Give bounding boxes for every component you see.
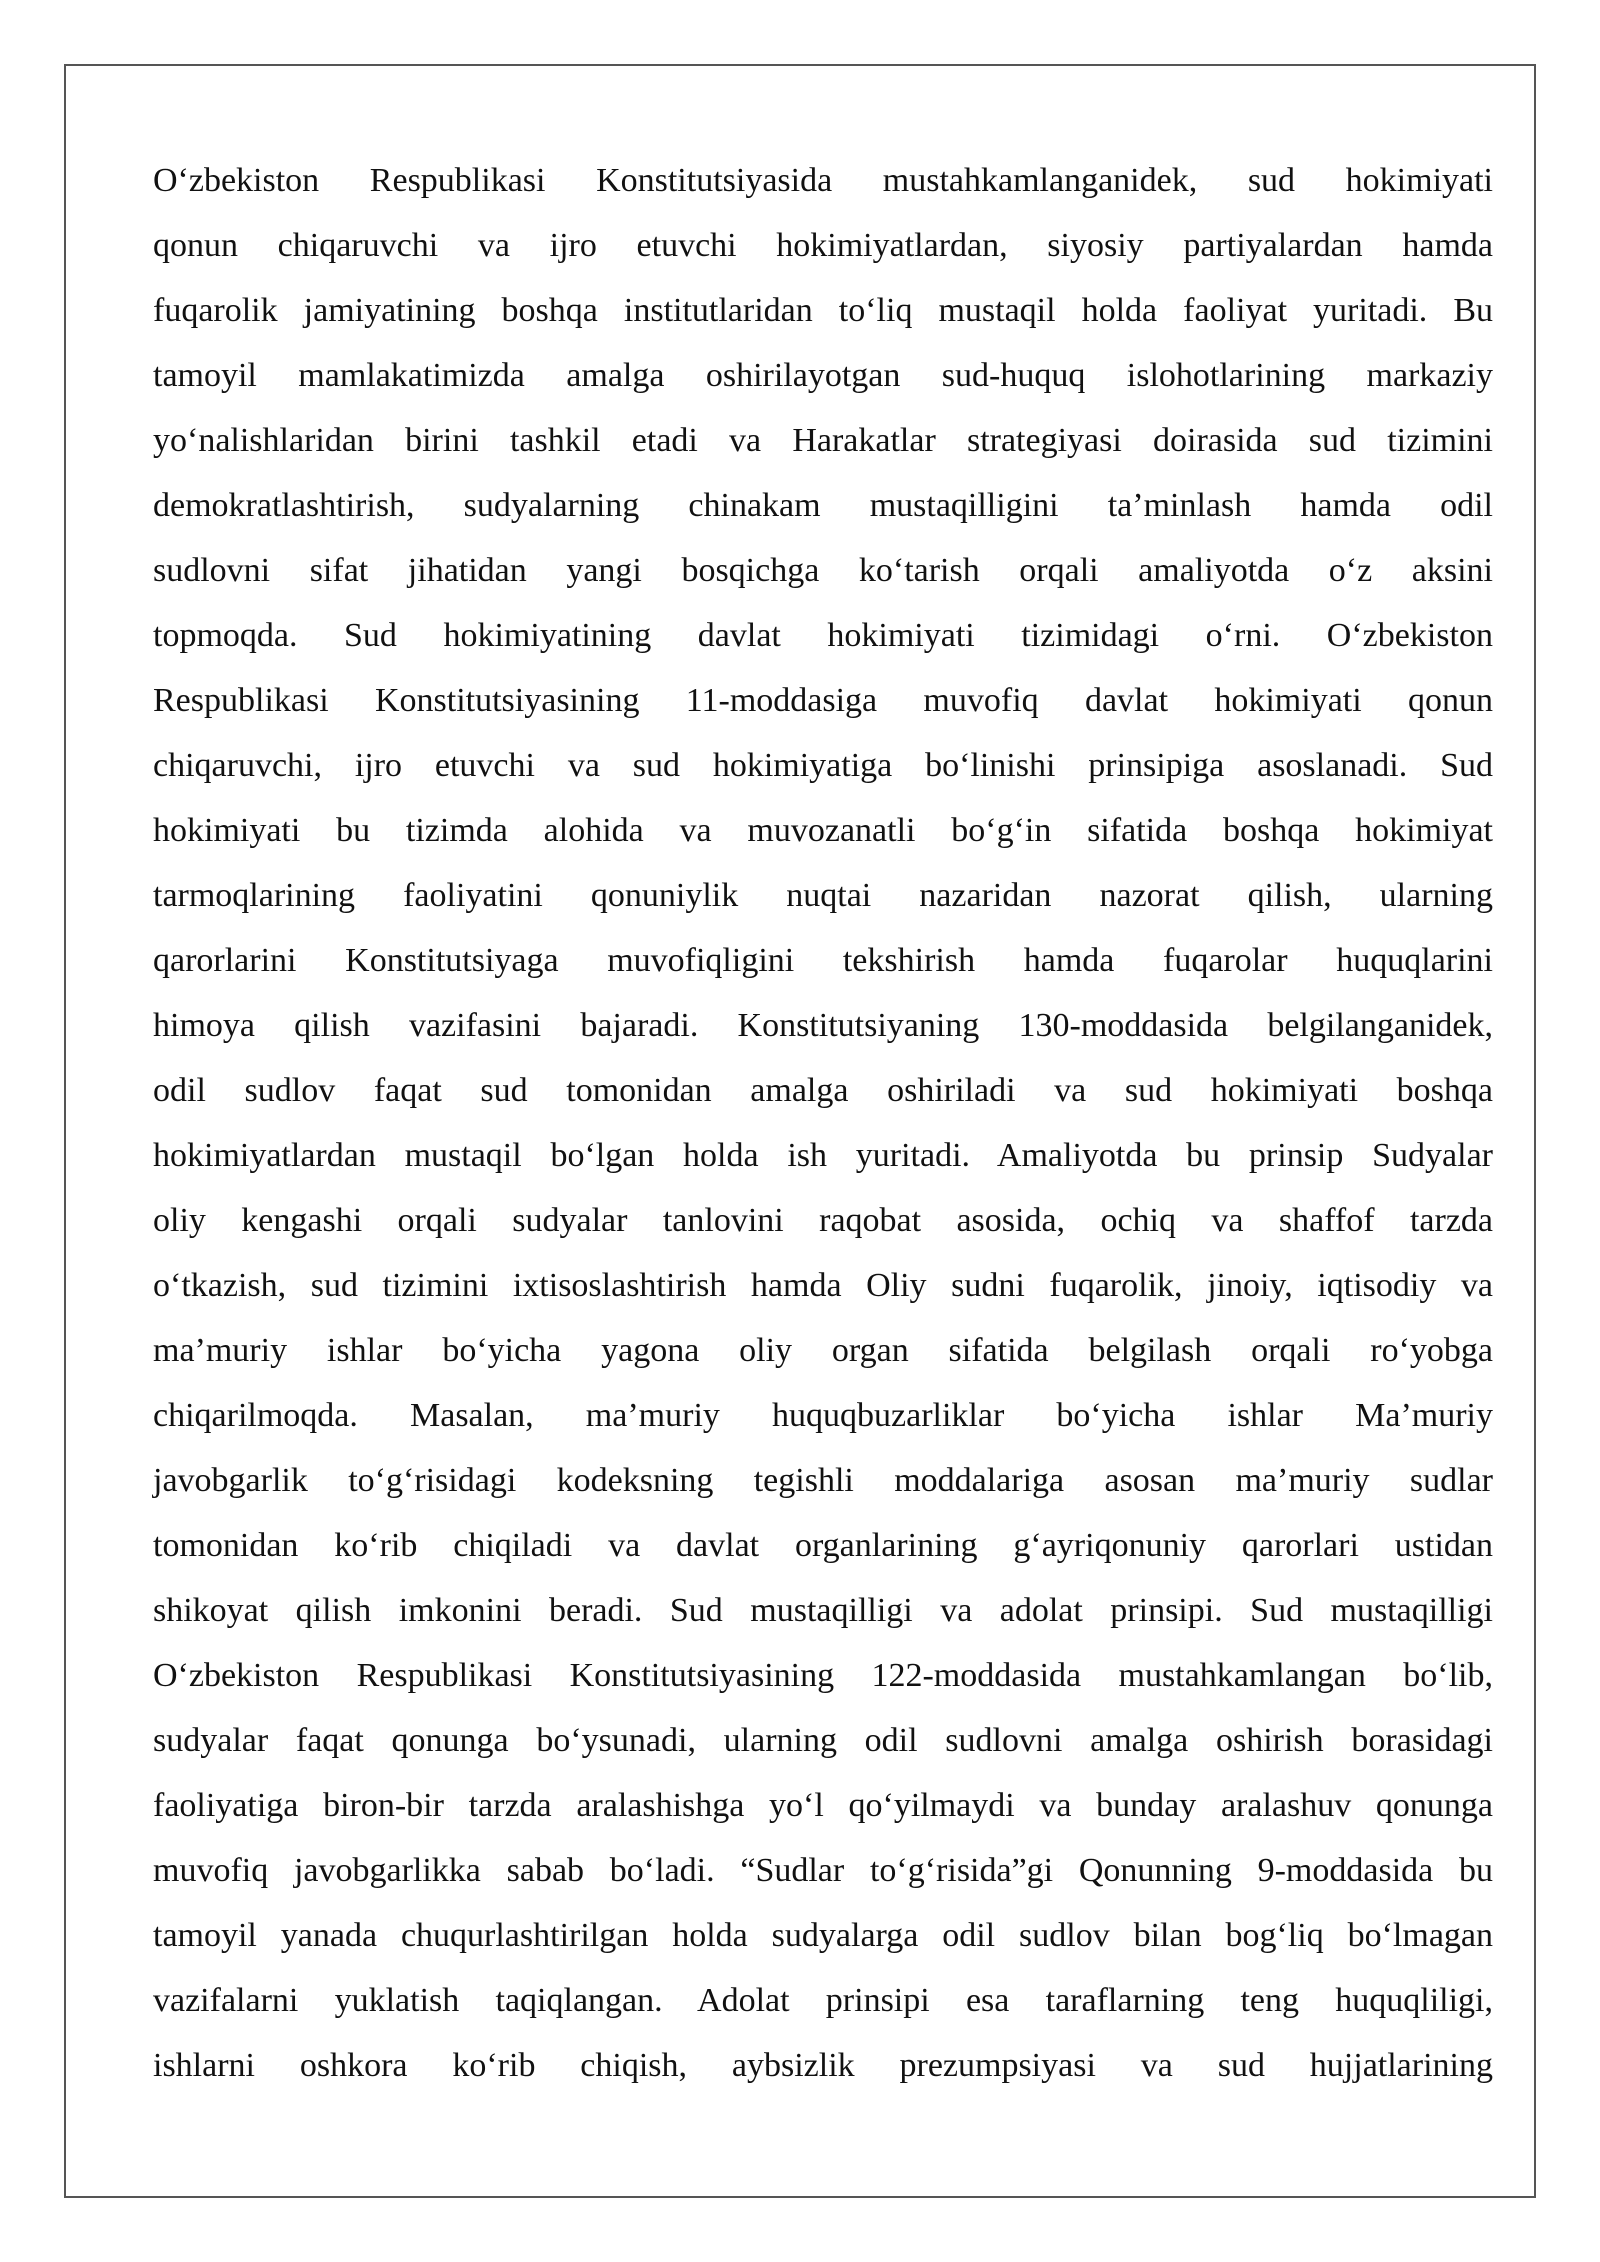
text-line: hokimiyati bu tizimda alohida va muvozanatli bo‘g‘in sifatida boshqa hokimiyat <box>153 812 1493 849</box>
text-line: tamoyil yanada chuqurlashtirilgan holda sudyalarga odil sudlov bilan bog‘liq bo‘lmagan <box>153 1917 1493 1954</box>
text-line: faoliyatiga biron-bir tarzda aralashishga yo‘l qo‘yilmaydi va bunday aralashuv qonunga <box>153 1787 1493 1824</box>
text-line: hokimiyatlardan mustaqil bo‘lgan holda ish yuritadi. Amaliyotda bu prinsip Sudyalar <box>153 1137 1493 1174</box>
text-line: qonun chiqaruvchi va ijro etuvchi hokimiyatlardan, siyosiy partiyalardan hamda <box>153 227 1493 264</box>
text-line: ishlarni oshkora ko‘rib chiqish, aybsizlik prezumpsiyasi va sud hujjatlarining <box>153 2047 1493 2084</box>
text-line: o‘tkazish, sud tizimini ixtisoslashtirish hamda Oliy sudni fuqarolik, jinoiy, iqtisodiy va <box>153 1267 1493 1304</box>
text-line: chiqarilmoqda. Masalan, ma’muriy huquqbuzarliklar bo‘yicha ishlar Ma’muriy <box>153 1397 1493 1434</box>
text-line: ma’muriy ishlar bo‘yicha yagona oliy organ sifatida belgilash orqali ro‘yobga <box>153 1332 1493 1369</box>
text-line: qarorlarini Konstitutsiyaga muvofiqligini tekshirish hamda fuqarolar huquqlarini <box>153 942 1493 979</box>
text-line: oliy kengashi orqali sudyalar tanlovini raqobat asosida, ochiq va shaffof tarzda <box>153 1202 1493 1239</box>
text-line: topmoqda. Sud hokimiyatining davlat hokimiyati tizimidagi o‘rni. O‘zbekiston <box>153 617 1493 654</box>
text-line: chiqaruvchi, ijro etuvchi va sud hokimiyatiga bo‘linishi prinsipiga asoslanadi. Sud <box>153 747 1493 784</box>
text-line: tamoyil mamlakatimizda amalga oshirilayotgan sud-huquq islohotlarining markaziy <box>153 357 1493 394</box>
text-line: tomonidan ko‘rib chiqiladi va davlat organlarining g‘ayriqonuniy qarorlari ustidan <box>153 1527 1493 1564</box>
text-line: O‘zbekiston Respublikasi Konstitutsiyasida mustahkamlanganidek, sud hokimiyati <box>153 162 1493 199</box>
text-line: sudyalar faqat qonunga bo‘ysunadi, ularning odil sudlovni amalga oshirish borasidagi <box>153 1722 1493 1759</box>
text-line: demokratlashtirish, sudyalarning chinakam mustaqilligini ta’minlash hamda odil <box>153 487 1493 524</box>
text-line: O‘zbekiston Respublikasi Konstitutsiyasining 122-moddasida mustahkamlangan bo‘lib, <box>153 1657 1493 1694</box>
text-line: sudlovni sifat jihatidan yangi bosqichga ko‘tarish orqali amaliyotda o‘z aksini <box>153 552 1493 589</box>
text-line: odil sudlov faqat sud tomonidan amalga oshiriladi va sud hokimiyati boshqa <box>153 1072 1493 1109</box>
text-line: yo‘nalishlaridan birini tashkil etadi va Harakatlar strategiyasi doirasida sud tizimini <box>153 422 1493 459</box>
text-line: muvofiq javobgarlikka sabab bo‘ladi. “Sudlar to‘g‘risida”gi Qonunning 9-moddasida bu <box>153 1852 1493 1889</box>
text-line: vazifalarni yuklatish taqiqlangan. Adolat prinsipi esa taraflarning teng huquqliligi, <box>153 1982 1493 2019</box>
body-paragraph <box>153 148 1493 2098</box>
text-line: himoya qilish vazifasini bajaradi. Konstitutsiyaning 130-moddasida belgilanganidek, <box>153 1007 1493 1044</box>
text-line: tarmoqlarining faoliyatini qonuniylik nuqtai nazaridan nazorat qilish, ularning <box>153 877 1493 914</box>
text-line: fuqarolik jamiyatining boshqa institutlaridan to‘liq mustaqil holda faoliyat yuritadi. Bu <box>153 292 1493 329</box>
text-line: javobgarlik to‘g‘risidagi kodeksning tegishli moddalariga asosan ma’muriy sudlar <box>153 1462 1493 1499</box>
text-line: shikoyat qilish imkonini beradi. Sud mustaqilligi va adolat prinsipi. Sud mustaqilligi <box>153 1592 1493 1629</box>
text-line: Respublikasi Konstitutsiyasining 11-moddasiga muvofiq davlat hokimiyati qonun <box>153 682 1493 719</box>
